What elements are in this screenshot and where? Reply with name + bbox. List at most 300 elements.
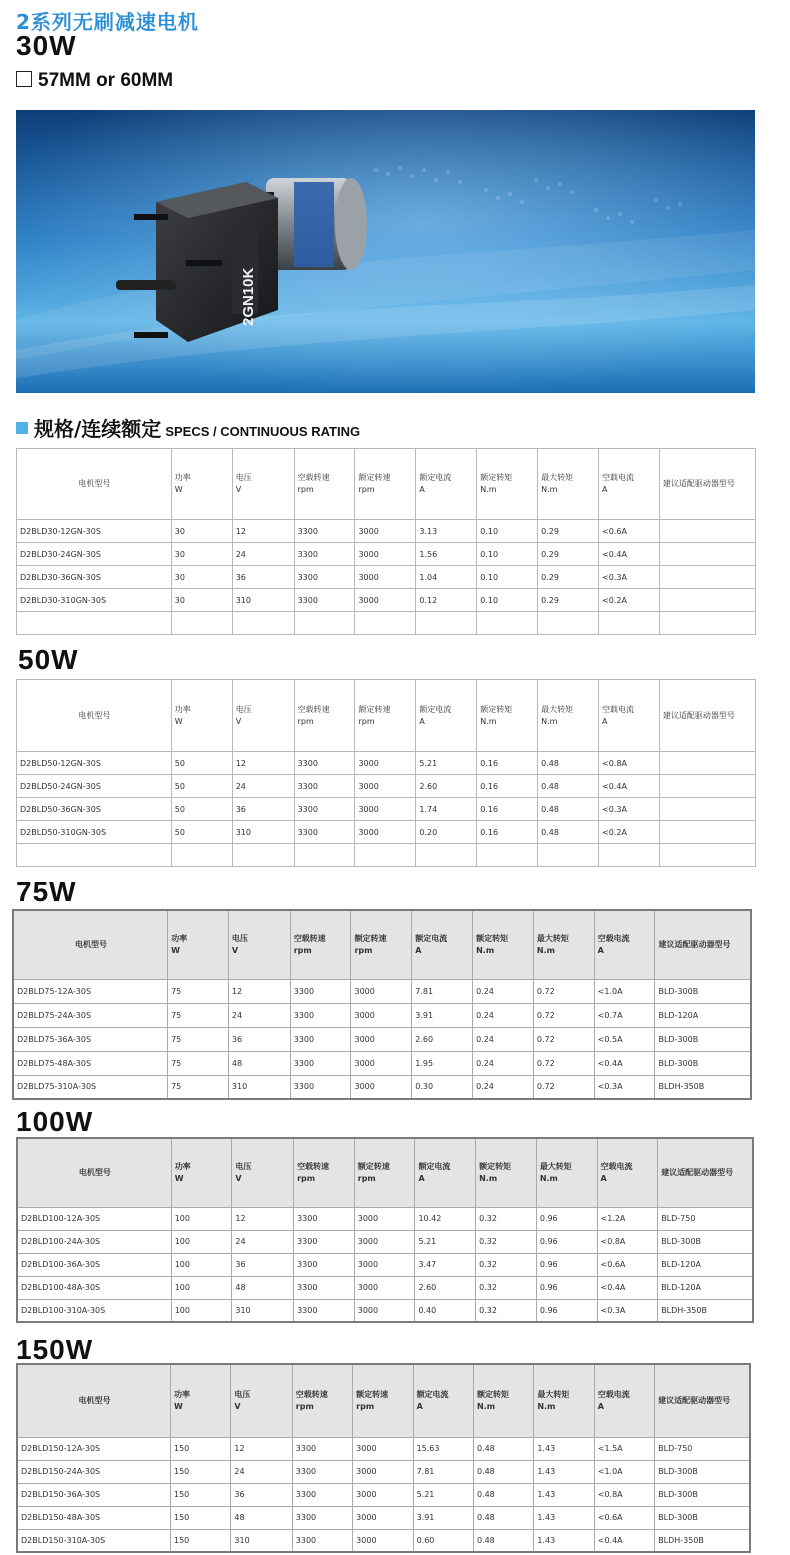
table-row [17, 1483, 750, 1506]
table-cell: 3300 [290, 1051, 351, 1075]
column-header: 空载转速 rpm [294, 1138, 355, 1207]
table-cell: 50 [171, 798, 232, 821]
table-cell: 3000 [355, 798, 416, 821]
table-cell [355, 844, 416, 867]
table-cell: 0.48 [538, 752, 599, 775]
table-cell: 0.96 [536, 1299, 597, 1322]
table-cell: <0.2A [599, 589, 660, 612]
table-cell: 3000 [351, 1003, 412, 1027]
specs-heading-en: SPECS / CONTINUOUS RATING [165, 424, 361, 439]
table-row [17, 821, 756, 844]
specs-heading [16, 413, 360, 442]
spec-table-t150 [16, 1363, 751, 1553]
table-cell: 30 [171, 520, 232, 543]
column-header: 电机型号 [17, 449, 172, 520]
table-cell: 0.96 [536, 1276, 597, 1299]
table-cell: 0.48 [538, 775, 599, 798]
table-cell: 0.10 [477, 520, 538, 543]
table-cell: 0.32 [476, 1276, 537, 1299]
column-header: 额定转矩 N.m [473, 910, 534, 979]
table-cell: 2.60 [416, 775, 477, 798]
table-row [17, 752, 756, 775]
table-cell: BLD-300B [655, 1506, 750, 1529]
table-cell: D2BLD30-36GN-30S [17, 566, 172, 589]
table-cell: BLD-300B [655, 1460, 750, 1483]
table-cell: 0.48 [473, 1483, 533, 1506]
frame-size-text: 57MM or 60MM [38, 70, 174, 91]
table-cell: 3300 [292, 1529, 352, 1552]
table-cell: BLDH-350B [655, 1075, 751, 1099]
table-cell: 75 [168, 979, 229, 1003]
table-cell: 36 [232, 566, 294, 589]
table-cell: 75 [168, 1027, 229, 1051]
table-cell: <0.2A [599, 821, 660, 844]
table-cell: 3300 [294, 589, 355, 612]
column-header: 建议适配驱动器型号 [655, 1364, 750, 1437]
table-cell: 100 [171, 1207, 232, 1230]
table-cell: 5.21 [416, 752, 477, 775]
table-cell: BLD-300B [655, 1051, 751, 1075]
table-cell: 0.24 [473, 1051, 534, 1075]
table-cell: 310 [231, 1529, 292, 1552]
table-cell: 3000 [351, 1075, 412, 1099]
table-cell: 75 [168, 1051, 229, 1075]
table-cell: <0.7A [594, 1003, 655, 1027]
table-cell: 3.91 [412, 1003, 473, 1027]
table-cell: 3000 [355, 589, 416, 612]
table-cell: <0.3A [599, 566, 660, 589]
table-cell: 0.16 [477, 798, 538, 821]
table-cell: 150 [171, 1460, 231, 1483]
table-cell: 0.16 [477, 752, 538, 775]
table-cell: 12 [231, 1437, 292, 1460]
table-cell: 12 [232, 520, 294, 543]
table-cell: 3.91 [413, 1506, 473, 1529]
table-cell: 75 [168, 1003, 229, 1027]
column-header: 空载电流 A [597, 1138, 658, 1207]
column-header: 额定转速 rpm [351, 910, 412, 979]
table-cell: 12 [232, 752, 294, 775]
table-cell: 0.29 [538, 589, 599, 612]
table-cell [659, 589, 755, 612]
table-cell: <1.0A [594, 1460, 654, 1483]
table-cell: 10.42 [415, 1207, 476, 1230]
column-header: 功率 W [168, 910, 229, 979]
table-cell: <0.6A [599, 520, 660, 543]
table-cell: 0.32 [476, 1299, 537, 1322]
table-cell: <0.4A [594, 1051, 655, 1075]
table-cell: 3000 [355, 821, 416, 844]
table-cell: 3.47 [415, 1253, 476, 1276]
table-cell: 0.48 [473, 1460, 533, 1483]
table-cell: 310 [232, 589, 294, 612]
column-header: 功率 W [171, 1364, 231, 1437]
column-header: 电压 V [228, 910, 290, 979]
table-row [17, 1506, 750, 1529]
table-cell [355, 612, 416, 635]
table-cell: D2BLD75-48A-30S [13, 1051, 168, 1075]
table-cell: 12 [228, 979, 290, 1003]
table-cell: D2BLD100-12A-30S [17, 1207, 171, 1230]
table-cell [659, 752, 755, 775]
table-cell: 100 [171, 1253, 232, 1276]
table-cell: D2BLD75-310A-30S [13, 1075, 168, 1099]
checkbox-square-icon [16, 71, 32, 87]
table-cell: 12 [232, 1207, 294, 1230]
table-cell: 5.21 [413, 1483, 473, 1506]
column-header: 额定转速 rpm [353, 1364, 413, 1437]
table-cell: 0.32 [476, 1230, 537, 1253]
table-cell: D2BLD50-12GN-30S [17, 752, 172, 775]
table-cell: BLD-300B [655, 1027, 751, 1051]
table-cell: 3000 [354, 1230, 415, 1253]
table-row [17, 1299, 753, 1322]
power-title-100w: 100W [16, 1106, 94, 1137]
table-cell: 3000 [353, 1437, 413, 1460]
table-cell: D2BLD30-310GN-30S [17, 589, 172, 612]
table-cell: 0.29 [538, 566, 599, 589]
column-header: 最大转矩 N.m [538, 449, 599, 520]
table-cell: 3000 [354, 1276, 415, 1299]
table-cell [232, 844, 294, 867]
table-cell: 1.43 [534, 1483, 594, 1506]
table-cell: D2BLD75-12A-30S [13, 979, 168, 1003]
table-cell: 0.29 [538, 543, 599, 566]
table-cell: 3300 [290, 979, 351, 1003]
table-cell: D2BLD150-48A-30S [17, 1506, 171, 1529]
table-cell: 0.32 [476, 1207, 537, 1230]
table-cell: <0.8A [599, 752, 660, 775]
table-cell: BLD-120A [658, 1253, 754, 1276]
table-cell: 2.60 [415, 1276, 476, 1299]
table-cell [232, 612, 294, 635]
table-cell: 3000 [354, 1207, 415, 1230]
table-cell: 3300 [292, 1483, 352, 1506]
table-cell: 2.60 [412, 1027, 473, 1051]
table-cell: D2BLD75-24A-30S [13, 1003, 168, 1027]
table-cell: BLD-120A [658, 1276, 754, 1299]
table-row [17, 520, 756, 543]
column-header: 额定转速 rpm [355, 449, 416, 520]
table-cell: 0.48 [473, 1437, 533, 1460]
column-header: 电压 V [232, 1138, 294, 1207]
table-cell: 3300 [294, 752, 355, 775]
table-cell: 310 [232, 1299, 294, 1322]
table-cell: 1.43 [534, 1529, 594, 1552]
table-cell [659, 844, 755, 867]
power-title-150w: 150W [16, 1334, 94, 1365]
table-cell: 1.95 [412, 1051, 473, 1075]
table-row [17, 1460, 750, 1483]
table-cell: 24 [232, 1230, 294, 1253]
spec-table-t30 [16, 448, 756, 635]
table-cell: 3300 [294, 798, 355, 821]
table-cell [659, 821, 755, 844]
product-banner [16, 110, 755, 393]
table-cell: 36 [231, 1483, 292, 1506]
table-cell: <0.8A [594, 1483, 654, 1506]
table-cell: D2BLD150-310A-30S [17, 1529, 171, 1552]
table-cell: 24 [231, 1460, 292, 1483]
table-cell: 24 [228, 1003, 290, 1027]
table-cell: D2BLD50-24GN-30S [17, 775, 172, 798]
table-row [17, 775, 756, 798]
column-header: 额定转矩 N.m [477, 680, 538, 752]
column-header: 电机型号 [17, 1364, 171, 1437]
table-cell: <0.3A [594, 1075, 655, 1099]
column-header: 最大转矩 N.m [533, 910, 594, 979]
table-cell: 7.81 [413, 1460, 473, 1483]
table-cell: D2BLD30-24GN-30S [17, 543, 172, 566]
heading-square-icon [16, 422, 28, 434]
table-cell: 150 [171, 1437, 231, 1460]
table-cell: 150 [171, 1483, 231, 1506]
table-cell: D2BLD100-310A-30S [17, 1299, 171, 1322]
table-cell: 3300 [294, 543, 355, 566]
table-cell [538, 844, 599, 867]
table-cell: <0.4A [599, 543, 660, 566]
column-header: 额定转矩 N.m [476, 1138, 537, 1207]
table-cell: BLD-300B [655, 1483, 750, 1506]
column-header: 建议适配驱动器型号 [659, 449, 755, 520]
table-cell: 7.81 [412, 979, 473, 1003]
table-cell: D2BLD50-36GN-30S [17, 798, 172, 821]
spec-table-t100 [16, 1137, 754, 1323]
table-cell: <0.4A [597, 1276, 658, 1299]
table-cell [659, 775, 755, 798]
table-cell: 0.30 [412, 1075, 473, 1099]
table-cell: 50 [171, 752, 232, 775]
table-cell: 0.96 [536, 1207, 597, 1230]
table-cell: D2BLD100-36A-30S [17, 1253, 171, 1276]
table-cell [416, 844, 477, 867]
table-cell: 24 [232, 775, 294, 798]
table-row [17, 844, 756, 867]
column-header: 电机型号 [17, 1138, 171, 1207]
table-cell: 3000 [355, 520, 416, 543]
table-cell: 1.43 [534, 1460, 594, 1483]
table-cell: 3000 [351, 979, 412, 1003]
table-cell: BLD-750 [655, 1437, 750, 1460]
table-cell: 0.10 [477, 589, 538, 612]
table-cell: 0.16 [477, 775, 538, 798]
table-row [13, 1051, 751, 1075]
table-row [17, 566, 756, 589]
column-header: 电机型号 [17, 680, 172, 752]
table-cell: 0.20 [416, 821, 477, 844]
table-cell: D2BLD150-12A-30S [17, 1437, 171, 1460]
table-cell: 3000 [354, 1253, 415, 1276]
table-cell: 50 [171, 775, 232, 798]
table-cell: 36 [232, 1253, 294, 1276]
table-cell [659, 566, 755, 589]
table-cell: 3300 [294, 775, 355, 798]
table-cell: 3300 [290, 1075, 351, 1099]
table-cell [171, 612, 232, 635]
table-cell [599, 844, 660, 867]
table-cell: 3000 [355, 752, 416, 775]
column-header: 空载电流 A [594, 910, 655, 979]
column-header: 空载电流 A [599, 680, 660, 752]
table-cell: 3000 [353, 1483, 413, 1506]
table-cell: 3000 [355, 566, 416, 589]
table-cell: 5.21 [415, 1230, 476, 1253]
column-header: 建议适配驱动器型号 [659, 680, 755, 752]
table-cell: 3000 [354, 1299, 415, 1322]
table-cell [17, 844, 172, 867]
table-cell: 36 [232, 798, 294, 821]
table-cell: 0.72 [533, 1075, 594, 1099]
table-cell: 0.48 [473, 1529, 533, 1552]
table-cell: 3300 [292, 1506, 352, 1529]
table-cell: 3300 [290, 1027, 351, 1051]
table-cell: 30 [171, 543, 232, 566]
table-cell: 3300 [294, 1253, 355, 1276]
table-cell: 1.43 [534, 1437, 594, 1460]
column-header: 空载转速 rpm [290, 910, 351, 979]
table-cell: <1.5A [594, 1437, 654, 1460]
table-cell: 36 [228, 1027, 290, 1051]
table-cell: 24 [232, 543, 294, 566]
table-cell: BLD-750 [658, 1207, 754, 1230]
column-header: 额定电流 A [416, 449, 477, 520]
table-cell: 0.24 [473, 1027, 534, 1051]
table-cell: 3000 [355, 775, 416, 798]
table-cell: 0.72 [533, 1051, 594, 1075]
table-cell: BLDH-350B [655, 1529, 750, 1552]
table-row [13, 979, 751, 1003]
table-cell [659, 798, 755, 821]
table-header-row [13, 910, 751, 979]
table-row [13, 1075, 751, 1099]
column-header: 电压 V [232, 680, 294, 752]
column-header: 电机型号 [13, 910, 168, 979]
table-row [17, 1207, 753, 1230]
table-cell: <0.6A [597, 1253, 658, 1276]
column-header: 空载电流 A [594, 1364, 654, 1437]
table-cell: 3000 [353, 1529, 413, 1552]
column-header: 功率 W [171, 449, 232, 520]
table-cell: 3300 [294, 566, 355, 589]
table-cell: 150 [171, 1506, 231, 1529]
table-cell: 3300 [294, 1207, 355, 1230]
table-cell: 0.32 [476, 1253, 537, 1276]
table-cell: D2BLD150-36A-30S [17, 1483, 171, 1506]
table-cell: 15.63 [413, 1437, 473, 1460]
column-header: 电压 V [231, 1364, 292, 1437]
table-row [17, 1529, 750, 1552]
power-title-30w: 30W [16, 30, 77, 61]
table-cell: 1.04 [416, 566, 477, 589]
power-title-75w: 75W [16, 876, 77, 907]
table-cell: 0.16 [477, 821, 538, 844]
table-cell: <0.8A [597, 1230, 658, 1253]
table-cell: 3000 [353, 1506, 413, 1529]
column-header: 功率 W [171, 680, 232, 752]
table-cell: 75 [168, 1075, 229, 1099]
table-cell: 3300 [292, 1460, 352, 1483]
table-cell: 3000 [351, 1027, 412, 1051]
table-cell [416, 612, 477, 635]
table-cell: 0.24 [473, 1075, 534, 1099]
table-cell [599, 612, 660, 635]
table-row [17, 1230, 753, 1253]
table-cell: 1.43 [534, 1506, 594, 1529]
column-header: 额定转速 rpm [355, 680, 416, 752]
motor-label: 2GN10K [240, 267, 257, 326]
table-cell: 3.13 [416, 520, 477, 543]
table-cell: 30 [171, 589, 232, 612]
table-cell: <0.3A [597, 1299, 658, 1322]
table-cell: 3300 [290, 1003, 351, 1027]
table-header-row [17, 1364, 750, 1437]
column-header: 最大转矩 N.m [538, 680, 599, 752]
table-cell: 3300 [294, 1230, 355, 1253]
table-cell: 3300 [294, 520, 355, 543]
table-cell: 50 [171, 821, 232, 844]
table-cell: 0.72 [533, 979, 594, 1003]
table-cell [17, 612, 172, 635]
table-cell: D2BLD150-24A-30S [17, 1460, 171, 1483]
table-cell [538, 612, 599, 635]
table-cell: 0.48 [538, 821, 599, 844]
column-header: 空载转速 rpm [292, 1364, 352, 1437]
banner-graphic [16, 110, 755, 393]
column-header: 额定电流 A [416, 680, 477, 752]
frame-size-line [16, 70, 173, 92]
column-header: 建议适配驱动器型号 [655, 910, 751, 979]
table-cell: <0.5A [594, 1027, 655, 1051]
column-header: 额定电流 A [415, 1138, 476, 1207]
table-cell: 0.40 [415, 1299, 476, 1322]
table-cell: 3300 [294, 1299, 355, 1322]
column-header: 额定转速 rpm [354, 1138, 415, 1207]
table-cell: 0.12 [416, 589, 477, 612]
table-cell: D2BLD50-310GN-30S [17, 821, 172, 844]
series-title: 2系列无刷减速电机 [16, 10, 199, 34]
table-cell: 1.74 [416, 798, 477, 821]
table-cell [477, 844, 538, 867]
table-cell: 3300 [294, 1276, 355, 1299]
table-cell: 0.24 [473, 1003, 534, 1027]
table-cell: 0.96 [536, 1230, 597, 1253]
table-cell: 0.10 [477, 543, 538, 566]
table-row [13, 1003, 751, 1027]
table-cell [659, 520, 755, 543]
table-cell: 3300 [292, 1437, 352, 1460]
column-header: 空载电流 A [599, 449, 660, 520]
table-row [17, 589, 756, 612]
table-cell: <0.4A [594, 1529, 654, 1552]
table-row [17, 1437, 750, 1460]
spec-table-t75 [12, 909, 752, 1100]
table-cell: 3000 [355, 543, 416, 566]
table-cell: 0.72 [533, 1027, 594, 1051]
table-cell: <0.4A [599, 775, 660, 798]
table-cell: 1.56 [416, 543, 477, 566]
table-cell: 48 [228, 1051, 290, 1075]
table-cell: <0.6A [594, 1506, 654, 1529]
power-title-50w: 50W [18, 644, 79, 675]
table-cell: D2BLD100-48A-30S [17, 1276, 171, 1299]
table-row [13, 1027, 751, 1051]
table-cell: D2BLD30-12GN-30S [17, 520, 172, 543]
table-cell: BLD-300B [658, 1230, 754, 1253]
table-cell: BLD-120A [655, 1003, 751, 1027]
table-cell: D2BLD75-36A-30S [13, 1027, 168, 1051]
table-cell: 0.10 [477, 566, 538, 589]
table-row [17, 798, 756, 821]
